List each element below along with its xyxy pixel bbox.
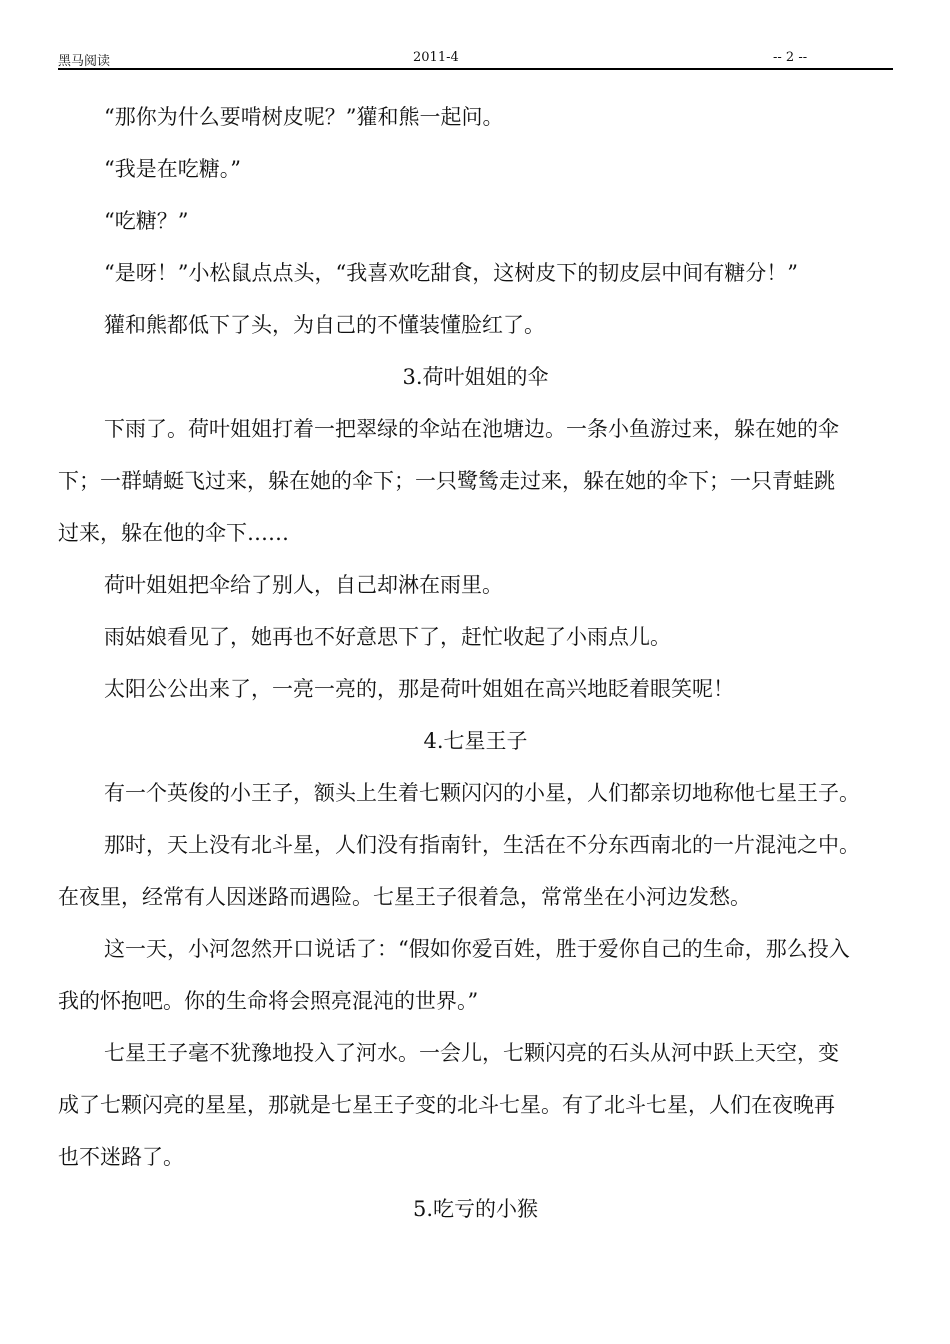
document-body bbox=[58, 91, 893, 1235]
section-title: 4.七星王子 bbox=[423, 729, 528, 753]
header-page-number: -- 2 -- bbox=[773, 50, 808, 65]
header-issue: 2011-4 bbox=[413, 50, 459, 65]
paragraph-line: 这一天，小河忽然开口说话了：“假如你爱百姓，胜于爱你自己的生命，那么投入 bbox=[104, 937, 850, 961]
paragraph-line: 獾和熊都低下了头，为自己的不懂装懂脸红了。 bbox=[104, 313, 545, 337]
section-title: 5.吃亏的小猴 bbox=[412, 1197, 539, 1221]
paragraph-line: 也不迷路了。 bbox=[58, 1145, 184, 1169]
paragraph-line: 下雨了。荷叶姐姐打着一把翠绿的伞站在池塘边。一条小鱼游过来，躲在她的伞 bbox=[104, 417, 839, 441]
paragraph-line: 太阳公公出来了，一亮一亮的，那是荷叶姐姐在高兴地眨着眼笑呢！ bbox=[104, 677, 734, 701]
section-title: 3.荷叶姐姐的伞 bbox=[402, 365, 549, 389]
paragraph-line: 雨姑娘看见了，她再也不好意思下了，赶忙收起了小雨点儿。 bbox=[104, 625, 671, 649]
paragraph-line: “吃糖？” bbox=[104, 209, 189, 233]
paragraph-line: “是呀！”小松鼠点点头，“我喜欢吃甜食，这树皮下的韧皮层中间有糖分！” bbox=[104, 261, 798, 285]
paragraph-line: 有一个英俊的小王子，额头上生着七颗闪闪的小星，人们都亲切地称他七星王子。 bbox=[104, 781, 860, 805]
paragraph-line: 下；一群蜻蜓飞过来，躲在她的伞下；一只鹭鸶走过来，躲在她的伞下；一只青蛙跳 bbox=[58, 469, 835, 493]
page-header bbox=[58, 46, 893, 70]
header-publication: 黑马阅读 bbox=[58, 54, 111, 69]
paragraph-line: 荷叶姐姐把伞给了别人，自己却淋在雨里。 bbox=[104, 573, 503, 597]
paragraph-line: 七星王子毫不犹豫地投入了河水。一会儿，七颗闪亮的石头从河中跃上天空，变 bbox=[104, 1041, 839, 1065]
paragraph-line: 在夜里，经常有人因迷路而遇险。七星王子很着急，常常坐在小河边发愁。 bbox=[58, 885, 751, 909]
paragraph-line: 那时，天上没有北斗星，人们没有指南针，生活在不分东西南北的一片混沌之中。 bbox=[104, 833, 860, 857]
paragraph-line: 我的怀抱吧。你的生命将会照亮混沌的世界。” bbox=[58, 989, 479, 1013]
paragraph-line: 过来，躲在他的伞下…… bbox=[58, 521, 289, 545]
paragraph-line: “那你为什么要啃树皮呢？”獾和熊一起问。 bbox=[104, 105, 504, 129]
paragraph-line: 成了七颗闪亮的星星，那就是七星王子变的北斗七星。有了北斗七星，人们在夜晚再 bbox=[58, 1093, 835, 1117]
paragraph-line: “我是在吃糖。” bbox=[104, 157, 241, 181]
